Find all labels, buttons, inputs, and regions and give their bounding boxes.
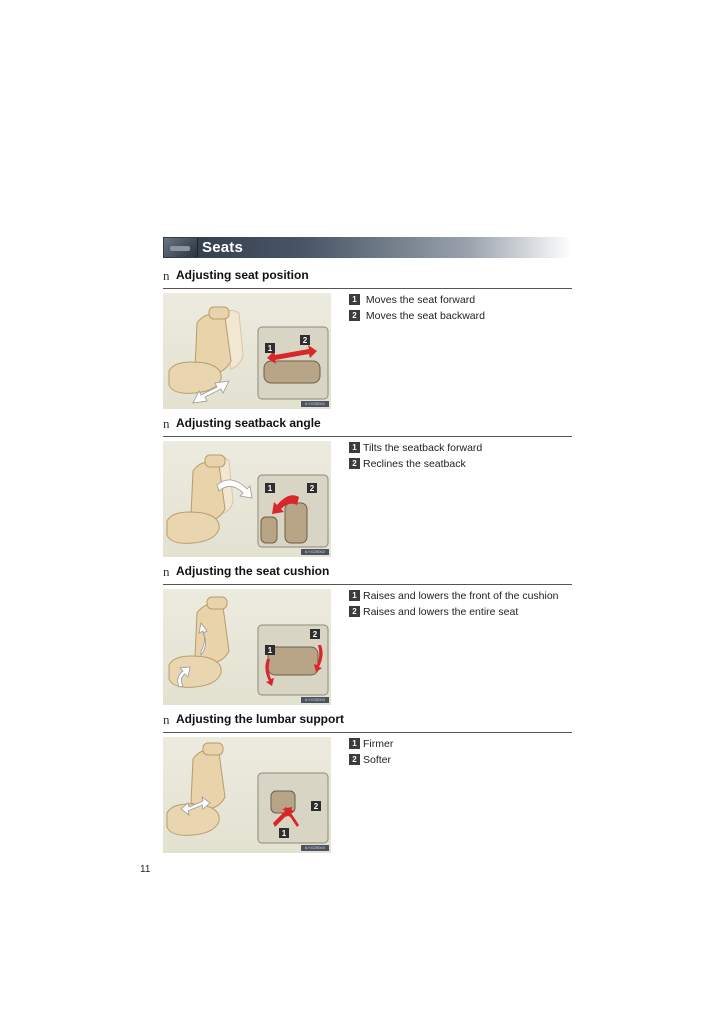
callout-label: 1 — [267, 344, 273, 353]
item-text: Moves the seat forward — [363, 293, 476, 306]
figure-code: ILYG25004 — [301, 845, 329, 851]
item-text: Moves the seat backward — [363, 309, 485, 322]
item-number: 1 — [349, 442, 360, 453]
figure-code: ILYG25003 — [301, 697, 329, 703]
seatback-angle-illustration — [163, 441, 331, 557]
item-number: 1 — [349, 590, 360, 601]
section-title: Adjusting seatback angle — [176, 416, 321, 430]
callout-label: 1 — [267, 646, 273, 655]
section-banner — [163, 237, 572, 258]
callout-label: 2 — [312, 630, 318, 639]
item-number: 2 — [349, 310, 360, 321]
page-number: 11 — [140, 864, 151, 875]
item-number: 2 — [349, 754, 360, 765]
section-heading-seat-cushion — [163, 564, 572, 585]
list-item — [349, 439, 482, 455]
seat-cushion-list — [349, 587, 559, 619]
section-heading-lumbar-support — [163, 712, 572, 733]
section-bullet: n — [163, 416, 170, 431]
item-text: Firmer — [363, 737, 394, 750]
callout-label: 2 — [313, 802, 319, 811]
callout-label: 1 — [267, 484, 273, 493]
seatback-angle-list — [349, 439, 482, 471]
item-text: Raises and lowers the front of the cushion — [363, 589, 559, 602]
item-text: Tilts the seatback forward — [363, 441, 483, 454]
seat-cushion-illustration — [163, 589, 331, 705]
section-title: Adjusting seat position — [176, 268, 309, 282]
section-bullet: n — [163, 712, 170, 727]
callout-label: 1 — [281, 829, 287, 838]
section-bullet: n — [163, 564, 170, 579]
seatback-angle-diagram — [163, 441, 331, 557]
seat-position-list — [349, 291, 485, 323]
seat-thumbnail-icon — [164, 238, 198, 257]
list-item — [349, 587, 559, 603]
item-text: Raises and lowers the entire seat — [363, 605, 519, 618]
callout-label: 2 — [302, 336, 308, 345]
seat-position-diagram — [163, 293, 331, 409]
list-item — [349, 751, 393, 767]
callout-label: 2 — [309, 484, 315, 493]
section-heading-seatback-angle — [163, 416, 572, 437]
section-heading-seat-position — [163, 268, 572, 289]
section-title: Adjusting the seat cushion — [176, 564, 330, 578]
lumbar-support-list — [349, 735, 393, 767]
seat-position-illustration — [163, 293, 331, 409]
item-number: 1 — [349, 294, 360, 305]
list-item — [349, 291, 485, 307]
list-item — [349, 307, 485, 323]
section-bullet: n — [163, 268, 170, 283]
list-item — [349, 455, 482, 471]
item-number: 1 — [349, 738, 360, 749]
item-number: 2 — [349, 458, 360, 469]
page-title: Seats — [202, 239, 244, 256]
section-title: Adjusting the lumbar support — [176, 712, 344, 726]
figure-code: ILYG25001 — [301, 401, 329, 407]
seat-cushion-diagram — [163, 589, 331, 705]
item-number: 2 — [349, 606, 360, 617]
list-item — [349, 603, 559, 619]
list-item — [349, 735, 393, 751]
figure-code: ILYG25002 — [301, 549, 329, 555]
lumbar-support-diagram — [163, 737, 331, 853]
lumbar-support-illustration — [163, 737, 331, 853]
item-text: Softer — [363, 753, 392, 766]
item-text: Reclines the seatback — [363, 457, 466, 470]
